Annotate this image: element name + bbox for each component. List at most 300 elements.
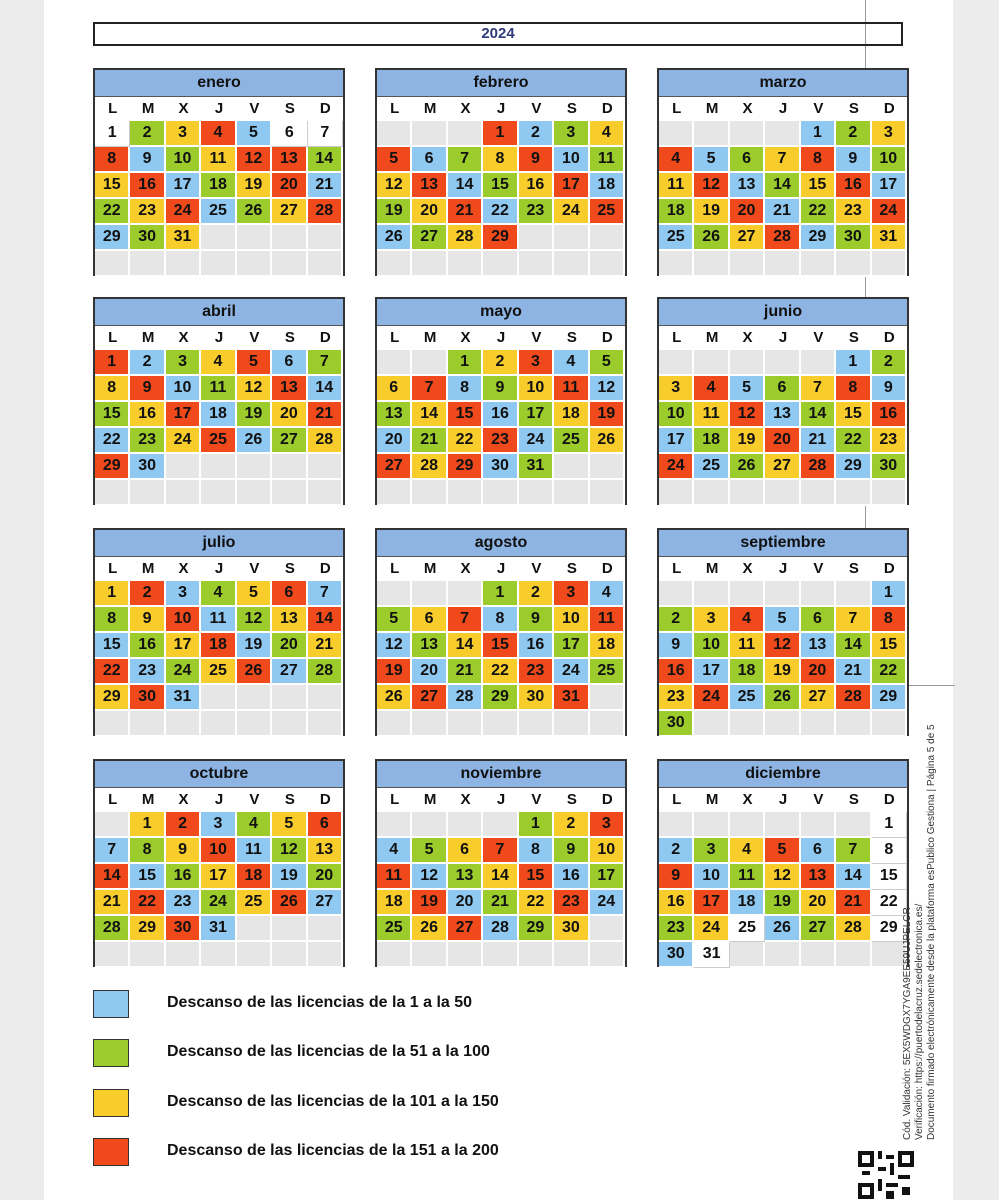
day-cell: 23 bbox=[166, 890, 201, 916]
day-cell: 7 bbox=[836, 607, 871, 633]
day-cell: 19 bbox=[765, 890, 800, 916]
month-enero bbox=[93, 68, 345, 276]
day-cell: 30 bbox=[659, 942, 694, 968]
day-cell: 5 bbox=[237, 121, 272, 147]
day-cell: 29 bbox=[519, 916, 554, 942]
day-cell: 28 bbox=[836, 685, 871, 711]
day-cell: 24 bbox=[166, 199, 201, 225]
empty-cell bbox=[308, 711, 343, 737]
day-cell: 17 bbox=[554, 633, 589, 659]
day-cell: 28 bbox=[836, 916, 871, 942]
day-cell: 6 bbox=[801, 838, 836, 864]
day-cell: 28 bbox=[95, 916, 130, 942]
day-cell: 7 bbox=[308, 121, 343, 147]
day-cell: 16 bbox=[836, 173, 871, 199]
weekday-label: L bbox=[390, 100, 400, 117]
day-cell: 13 bbox=[801, 633, 836, 659]
weekday-label: D bbox=[883, 100, 895, 117]
weekday-row bbox=[377, 97, 625, 121]
day-cell: 24 bbox=[554, 659, 589, 685]
day-cell: 20 bbox=[272, 173, 307, 199]
day-cell: 7 bbox=[765, 147, 800, 173]
empty-cell bbox=[872, 480, 907, 506]
day-cell: 16 bbox=[166, 864, 201, 890]
day-cell: 25 bbox=[377, 916, 412, 942]
empty-cell bbox=[836, 480, 871, 506]
weekday-label: M bbox=[423, 560, 437, 577]
day-cell: 24 bbox=[554, 199, 589, 225]
day-cell: 11 bbox=[659, 173, 694, 199]
empty-cell bbox=[237, 685, 272, 711]
legend-label: Descanso de las licencias de la 1 a la 50 bbox=[167, 994, 473, 1011]
day-cell: 22 bbox=[872, 890, 907, 916]
day-cell: 30 bbox=[554, 916, 589, 942]
day-cell: 6 bbox=[801, 607, 836, 633]
day-cell: 26 bbox=[237, 659, 272, 685]
empty-cell bbox=[166, 454, 201, 480]
day-cell: 9 bbox=[130, 376, 165, 402]
empty-cell bbox=[308, 685, 343, 711]
empty-cell bbox=[272, 916, 307, 942]
empty-cell bbox=[201, 685, 236, 711]
verification-url: Verificación: https://puertodelacruz.sedelectronica.es/ bbox=[914, 903, 925, 1140]
day-cell: 13 bbox=[377, 402, 412, 428]
empty-cell bbox=[694, 350, 729, 376]
day-cell: 14 bbox=[483, 864, 518, 890]
day-cell: 21 bbox=[448, 659, 483, 685]
day-cell: 13 bbox=[308, 838, 343, 864]
day-cell: 8 bbox=[519, 838, 554, 864]
day-cell: 14 bbox=[801, 402, 836, 428]
empty-cell bbox=[237, 480, 272, 506]
month-octubre bbox=[93, 759, 345, 967]
empty-cell bbox=[448, 812, 483, 838]
empty-cell bbox=[130, 711, 165, 737]
empty-cell bbox=[448, 480, 483, 506]
empty-cell bbox=[166, 711, 201, 737]
day-cell: 16 bbox=[130, 173, 165, 199]
day-cell: 12 bbox=[237, 607, 272, 633]
day-cell: 5 bbox=[272, 812, 307, 838]
empty-cell bbox=[377, 121, 412, 147]
day-cell: 8 bbox=[95, 147, 130, 173]
empty-cell bbox=[412, 711, 447, 737]
day-cell: 13 bbox=[272, 376, 307, 402]
day-cell: 1 bbox=[130, 812, 165, 838]
day-cell: 27 bbox=[801, 916, 836, 942]
day-cell: 3 bbox=[519, 350, 554, 376]
weekday-label: X bbox=[178, 100, 189, 117]
day-cell: 3 bbox=[166, 581, 201, 607]
day-cell: 17 bbox=[166, 173, 201, 199]
empty-cell bbox=[694, 121, 729, 147]
day-cell: 29 bbox=[448, 454, 483, 480]
day-cell: 10 bbox=[554, 147, 589, 173]
day-cell: 19 bbox=[590, 402, 625, 428]
month-name: marzo bbox=[659, 70, 907, 97]
day-cell: 7 bbox=[483, 838, 518, 864]
weekday-label: X bbox=[178, 329, 189, 346]
empty-cell bbox=[554, 480, 589, 506]
day-cell: 23 bbox=[872, 428, 907, 454]
empty-cell bbox=[412, 480, 447, 506]
day-cell: 27 bbox=[272, 659, 307, 685]
empty-cell bbox=[765, 121, 800, 147]
empty-cell bbox=[201, 454, 236, 480]
empty-cell bbox=[130, 480, 165, 506]
weekday-label: L bbox=[390, 791, 400, 808]
empty-cell bbox=[272, 251, 307, 277]
day-cell: 31 bbox=[201, 916, 236, 942]
day-cell: 25 bbox=[201, 428, 236, 454]
day-cell: 4 bbox=[730, 838, 765, 864]
day-cell: 2 bbox=[130, 121, 165, 147]
weekday-label: M bbox=[141, 560, 155, 577]
empty-cell bbox=[201, 480, 236, 506]
empty-cell bbox=[377, 350, 412, 376]
weekday-label: V bbox=[813, 329, 824, 346]
day-cell: 7 bbox=[95, 838, 130, 864]
day-cell: 27 bbox=[308, 890, 343, 916]
day-cell: 1 bbox=[95, 581, 130, 607]
day-cell: 15 bbox=[130, 864, 165, 890]
weekday-label: S bbox=[566, 329, 577, 346]
day-cell: 7 bbox=[448, 607, 483, 633]
weekday-label: J bbox=[214, 100, 224, 117]
empty-cell bbox=[659, 581, 694, 607]
empty-cell bbox=[483, 942, 518, 968]
empty-cell bbox=[694, 812, 729, 838]
weekday-label: S bbox=[566, 791, 577, 808]
month-name: octubre bbox=[95, 761, 343, 788]
day-cell: 2 bbox=[130, 581, 165, 607]
day-cell: 27 bbox=[448, 916, 483, 942]
empty-cell bbox=[272, 480, 307, 506]
empty-cell bbox=[272, 454, 307, 480]
day-cell: 25 bbox=[730, 685, 765, 711]
empty-cell bbox=[166, 480, 201, 506]
day-cell: 1 bbox=[801, 121, 836, 147]
day-cell: 15 bbox=[95, 402, 130, 428]
day-cell: 20 bbox=[308, 864, 343, 890]
day-cell: 22 bbox=[95, 199, 130, 225]
month-diciembre bbox=[657, 759, 909, 967]
day-cell: 15 bbox=[95, 173, 130, 199]
day-cell: 6 bbox=[272, 121, 307, 147]
day-cell: 13 bbox=[412, 633, 447, 659]
empty-cell bbox=[237, 251, 272, 277]
day-cell: 10 bbox=[519, 376, 554, 402]
empty-cell bbox=[272, 942, 307, 968]
day-cell: 8 bbox=[836, 376, 871, 402]
day-cell: 12 bbox=[377, 173, 412, 199]
day-cell: 30 bbox=[130, 225, 165, 251]
day-cell: 17 bbox=[554, 173, 589, 199]
weekday-row bbox=[659, 788, 907, 812]
day-cell: 9 bbox=[872, 376, 907, 402]
month-name: julio bbox=[95, 530, 343, 557]
weekday-row bbox=[659, 557, 907, 581]
empty-cell bbox=[765, 812, 800, 838]
day-cell: 30 bbox=[659, 711, 694, 737]
day-cell: 29 bbox=[483, 225, 518, 251]
day-cell: 23 bbox=[554, 890, 589, 916]
day-cell: 9 bbox=[554, 838, 589, 864]
day-cell: 23 bbox=[130, 659, 165, 685]
day-cell: 28 bbox=[308, 659, 343, 685]
legend-swatch bbox=[93, 1138, 129, 1166]
empty-cell bbox=[590, 916, 625, 942]
weekday-row bbox=[377, 326, 625, 350]
day-cell: 15 bbox=[483, 633, 518, 659]
empty-cell bbox=[166, 942, 201, 968]
weekday-label: J bbox=[214, 791, 224, 808]
empty-cell bbox=[836, 812, 871, 838]
empty-cell bbox=[95, 711, 130, 737]
day-cell: 27 bbox=[412, 685, 447, 711]
empty-cell bbox=[730, 480, 765, 506]
day-cell: 7 bbox=[836, 838, 871, 864]
day-cell: 11 bbox=[377, 864, 412, 890]
month-name: diciembre bbox=[659, 761, 907, 788]
empty-cell bbox=[836, 942, 871, 968]
weekday-row bbox=[95, 326, 343, 350]
day-cell: 5 bbox=[694, 147, 729, 173]
day-cell: 9 bbox=[659, 633, 694, 659]
weekday-label: S bbox=[284, 791, 295, 808]
day-cell: 9 bbox=[659, 864, 694, 890]
day-cell: 7 bbox=[412, 376, 447, 402]
day-cell: 26 bbox=[272, 890, 307, 916]
day-cell: 26 bbox=[765, 685, 800, 711]
day-cell: 12 bbox=[694, 173, 729, 199]
day-cell: 4 bbox=[694, 376, 729, 402]
day-cell: 10 bbox=[201, 838, 236, 864]
empty-cell bbox=[483, 812, 518, 838]
legend-label: Descanso de las licencias de la 151 a la 200 bbox=[167, 1142, 499, 1159]
weekday-row bbox=[95, 788, 343, 812]
day-cell: 13 bbox=[765, 402, 800, 428]
day-cell: 14 bbox=[765, 173, 800, 199]
day-cell: 2 bbox=[554, 812, 589, 838]
weekday-label: X bbox=[742, 329, 753, 346]
day-cell: 30 bbox=[836, 225, 871, 251]
weekday-label: L bbox=[390, 560, 400, 577]
day-cell: 5 bbox=[765, 607, 800, 633]
weekday-label: D bbox=[601, 791, 613, 808]
day-cell: 21 bbox=[801, 428, 836, 454]
day-cell: 19 bbox=[237, 633, 272, 659]
day-cell: 29 bbox=[95, 454, 130, 480]
day-cell: 20 bbox=[801, 890, 836, 916]
day-cell: 16 bbox=[519, 633, 554, 659]
weekday-label: J bbox=[496, 329, 506, 346]
empty-cell bbox=[519, 711, 554, 737]
day-cell: 24 bbox=[694, 685, 729, 711]
empty-cell bbox=[730, 812, 765, 838]
day-cell: 20 bbox=[272, 402, 307, 428]
day-cell: 11 bbox=[730, 864, 765, 890]
day-cell: 2 bbox=[483, 350, 518, 376]
weekday-label: X bbox=[742, 560, 753, 577]
day-cell: 14 bbox=[448, 173, 483, 199]
qr-code-icon bbox=[858, 1150, 914, 1200]
empty-cell bbox=[201, 942, 236, 968]
empty-cell bbox=[801, 581, 836, 607]
day-cell: 29 bbox=[836, 454, 871, 480]
day-cell: 18 bbox=[659, 199, 694, 225]
day-cell: 13 bbox=[272, 607, 307, 633]
empty-cell bbox=[765, 350, 800, 376]
day-cell: 26 bbox=[590, 428, 625, 454]
empty-cell bbox=[659, 121, 694, 147]
day-cell: 25 bbox=[201, 199, 236, 225]
empty-cell bbox=[694, 251, 729, 277]
weekday-label: J bbox=[778, 329, 788, 346]
day-grid bbox=[95, 350, 343, 506]
day-cell: 5 bbox=[377, 607, 412, 633]
weekday-label: J bbox=[496, 791, 506, 808]
day-cell: 13 bbox=[272, 147, 307, 173]
empty-cell bbox=[412, 581, 447, 607]
day-cell: 1 bbox=[483, 121, 518, 147]
month-name: junio bbox=[659, 299, 907, 326]
empty-cell bbox=[694, 711, 729, 737]
empty-cell bbox=[412, 350, 447, 376]
month-name: noviembre bbox=[377, 761, 625, 788]
day-cell: 15 bbox=[448, 402, 483, 428]
day-cell: 19 bbox=[694, 199, 729, 225]
day-cell: 29 bbox=[801, 225, 836, 251]
day-cell: 11 bbox=[694, 402, 729, 428]
day-cell: 20 bbox=[412, 199, 447, 225]
weekday-label: D bbox=[883, 329, 895, 346]
day-cell: 3 bbox=[554, 121, 589, 147]
weekday-label: M bbox=[141, 329, 155, 346]
weekday-label: X bbox=[460, 329, 471, 346]
day-cell: 8 bbox=[95, 607, 130, 633]
day-cell: 8 bbox=[448, 376, 483, 402]
day-cell: 16 bbox=[483, 402, 518, 428]
day-cell: 18 bbox=[590, 633, 625, 659]
day-cell: 27 bbox=[801, 685, 836, 711]
day-cell: 6 bbox=[730, 147, 765, 173]
day-cell: 1 bbox=[95, 350, 130, 376]
weekday-label: S bbox=[848, 560, 859, 577]
day-cell: 16 bbox=[659, 659, 694, 685]
month-mayo bbox=[375, 297, 627, 505]
day-cell: 22 bbox=[483, 199, 518, 225]
weekday-label: X bbox=[178, 791, 189, 808]
day-cell: 18 bbox=[201, 633, 236, 659]
day-cell: 8 bbox=[872, 607, 907, 633]
day-cell: 4 bbox=[201, 350, 236, 376]
day-cell: 9 bbox=[519, 607, 554, 633]
empty-cell bbox=[694, 480, 729, 506]
day-cell: 31 bbox=[166, 225, 201, 251]
empty-cell bbox=[201, 251, 236, 277]
day-cell: 21 bbox=[483, 890, 518, 916]
day-cell: 20 bbox=[412, 659, 447, 685]
year-title: 2024 bbox=[93, 22, 903, 46]
day-grid bbox=[659, 350, 907, 506]
day-cell: 21 bbox=[836, 890, 871, 916]
day-cell: 21 bbox=[836, 659, 871, 685]
validation-code: Cód. Validación: 5EX5WDGX7YGA9EE59UJPELCR bbox=[902, 907, 913, 1140]
day-cell: 18 bbox=[237, 864, 272, 890]
day-cell: 22 bbox=[95, 659, 130, 685]
empty-cell bbox=[130, 942, 165, 968]
weekday-label: L bbox=[672, 329, 682, 346]
empty-cell bbox=[765, 711, 800, 737]
empty-cell bbox=[554, 454, 589, 480]
day-cell: 12 bbox=[765, 864, 800, 890]
day-cell: 18 bbox=[590, 173, 625, 199]
day-cell: 30 bbox=[483, 454, 518, 480]
day-cell: 12 bbox=[237, 147, 272, 173]
day-cell: 29 bbox=[483, 685, 518, 711]
weekday-label: J bbox=[496, 560, 506, 577]
day-cell: 3 bbox=[659, 376, 694, 402]
day-cell: 28 bbox=[483, 916, 518, 942]
day-cell: 1 bbox=[95, 121, 130, 147]
empty-cell bbox=[836, 251, 871, 277]
day-cell: 10 bbox=[694, 633, 729, 659]
day-grid bbox=[377, 121, 625, 277]
day-cell: 28 bbox=[308, 199, 343, 225]
weekday-label: D bbox=[601, 560, 613, 577]
day-cell: 29 bbox=[95, 225, 130, 251]
empty-cell bbox=[237, 711, 272, 737]
empty-cell bbox=[694, 581, 729, 607]
day-cell: 2 bbox=[659, 838, 694, 864]
day-cell: 12 bbox=[412, 864, 447, 890]
day-cell: 14 bbox=[308, 147, 343, 173]
weekday-label: M bbox=[423, 791, 437, 808]
empty-cell bbox=[590, 685, 625, 711]
weekday-label: L bbox=[108, 100, 118, 117]
weekday-label: L bbox=[390, 329, 400, 346]
day-cell: 21 bbox=[308, 402, 343, 428]
day-cell: 23 bbox=[659, 916, 694, 942]
day-cell: 17 bbox=[166, 402, 201, 428]
day-cell: 31 bbox=[872, 225, 907, 251]
day-grid bbox=[95, 812, 343, 968]
empty-cell bbox=[730, 121, 765, 147]
day-cell: 13 bbox=[730, 173, 765, 199]
empty-cell bbox=[554, 942, 589, 968]
day-cell: 3 bbox=[201, 812, 236, 838]
day-cell: 7 bbox=[308, 350, 343, 376]
day-cell: 10 bbox=[166, 607, 201, 633]
weekday-label: X bbox=[742, 791, 753, 808]
weekday-label: X bbox=[460, 791, 471, 808]
empty-cell bbox=[308, 251, 343, 277]
day-cell: 19 bbox=[377, 199, 412, 225]
day-cell: 20 bbox=[730, 199, 765, 225]
weekday-label: L bbox=[108, 791, 118, 808]
day-cell: 14 bbox=[95, 864, 130, 890]
empty-cell bbox=[519, 480, 554, 506]
empty-cell bbox=[377, 942, 412, 968]
day-cell: 9 bbox=[519, 147, 554, 173]
day-cell: 20 bbox=[765, 428, 800, 454]
day-cell: 15 bbox=[519, 864, 554, 890]
day-cell: 24 bbox=[166, 659, 201, 685]
empty-cell bbox=[308, 480, 343, 506]
day-cell: 26 bbox=[765, 916, 800, 942]
day-cell: 16 bbox=[554, 864, 589, 890]
